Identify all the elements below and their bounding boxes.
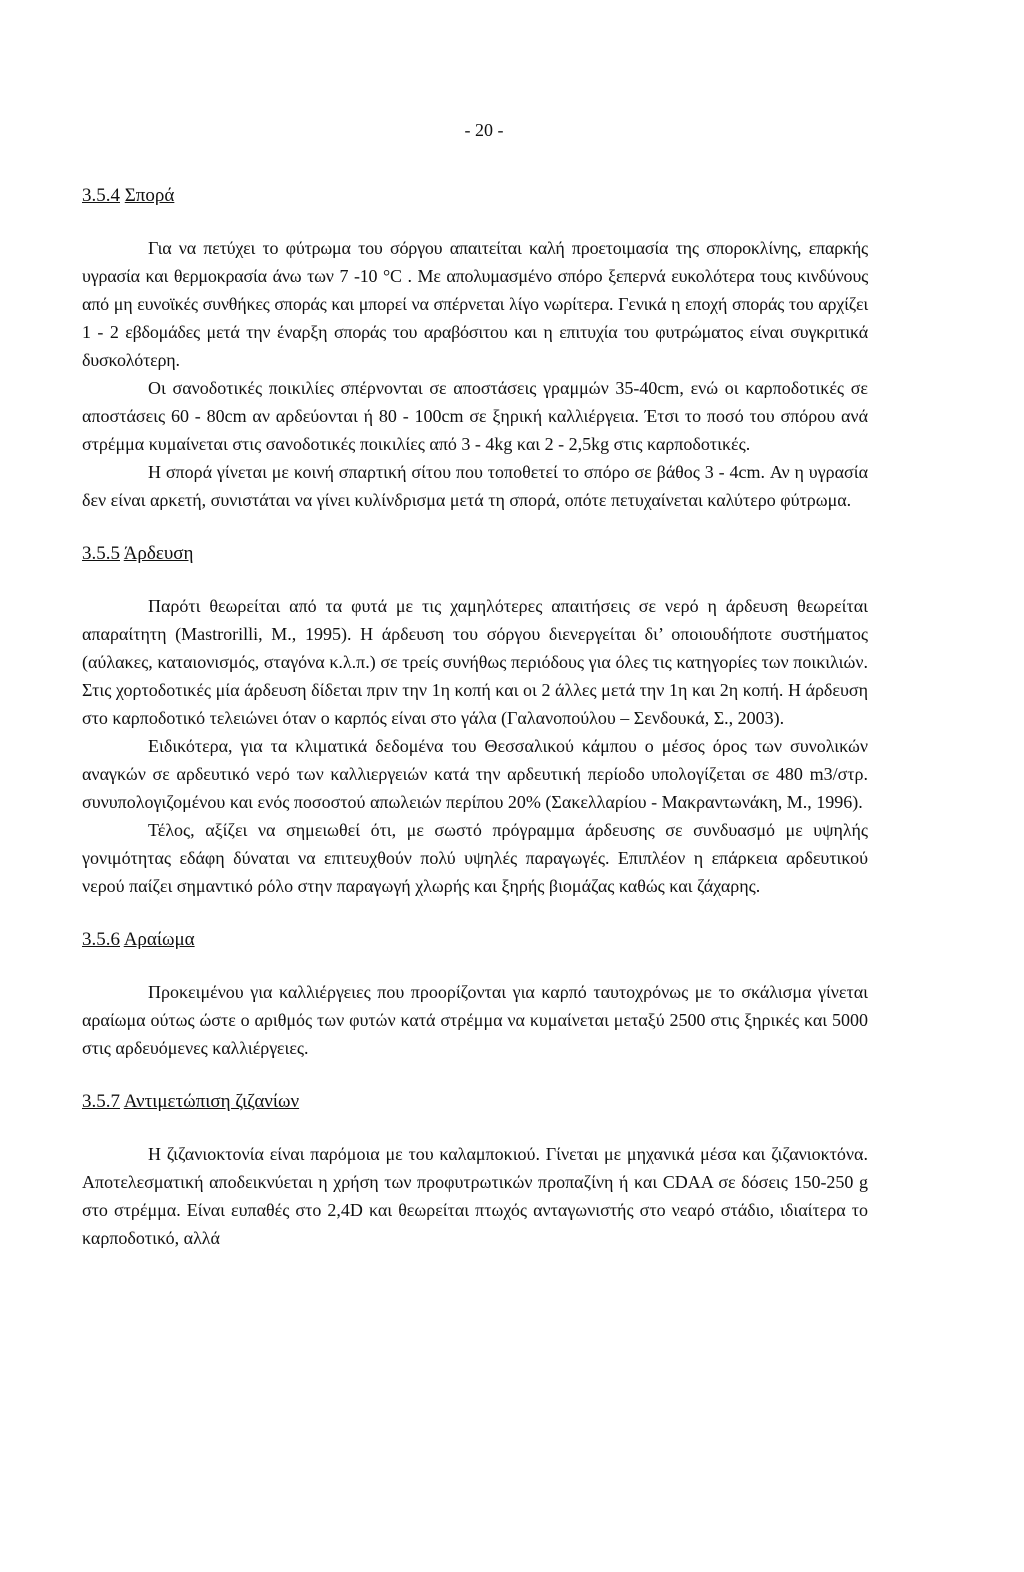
page-number: - 20 -	[464, 120, 504, 140]
section-heading-weed-control	[82, 1088, 868, 1116]
section-heading-sowing	[82, 182, 868, 210]
paragraph: Προκειμένου για καλλιέργειες που προορίζονται για καρπό ταυτοχρόνως με το σκάλισμα γίνεται αραίωμα ούτως ώστε ο αριθμός των φυτών κατά στρέμμα να κυμαίνεται μεταξύ 2500 στις ξηρικές και 5000 στις αρδευόμενες καλλιέργειες.	[82, 982, 868, 1058]
section-number: 3.5.5	[82, 543, 120, 564]
paragraph: Τέλος, αξίζει να σημειωθεί ότι, με σωστό πρόγραμμα άρδευσης σε συνδυασμό με υψηλής γονιμότητας εδάφη δύναται να επιτευχθούν πολύ υψηλές παραγωγές. Επιπλέον η επάρκεια αρδευτικού νερού παίζει σημαντικό ρόλο στην παραγωγή χλωρής και ξηρής βιομάζας καθώς και ζάχαρης.	[82, 820, 868, 896]
section-title: Αντιμετώπιση ζιζανίων	[123, 1091, 300, 1112]
section-number: 3.5.7	[82, 1091, 120, 1112]
section-title: Σπορά	[124, 185, 175, 206]
paragraph: Για να πετύχει το φύτρωμα του σόργου απαιτείται καλή προετοιμασία της σποροκλίνης, επαρκής υγρασία και θερμοκρασία άνω των 7 -10 °C . Με απολυμασμένο σπόρο ξεπερνά ευκολότερα τους κινδύνους από μη ευνοϊκές συνθήκες σποράς και μπορεί να σπέρνεται λίγο νωρίτερα. Γενικά η εποχή σποράς του αρχίζει 1 - 2 εβδομάδες μετά την έναρξη σποράς του αραβόσιτου και η επιτυχία του φυτρώματος είναι συγκριτικά δυσκολότερη.	[82, 238, 868, 370]
section-title: Άρδευση	[123, 543, 194, 564]
section-number: 3.5.4	[82, 185, 120, 206]
section-heading-irrigation	[82, 540, 868, 568]
section-number: 3.5.6	[82, 929, 120, 950]
section-title: Αραίωμα	[123, 929, 195, 950]
paragraph: Παρότι θεωρείται από τα φυτά με τις χαμηλότερες απαιτήσεις σε νερό η άρδευση θεωρείται απαραίτητη (Mastrorilli, M., 1995). Η άρδευση του σόργου διενεργείται δι’ οποιουδήποτε συστήματος (αύλακες, καταιονισμός, σταγόνα κ.λ.π.) σε τρείς συνήθως περιόδους για όλες τις κατηγορίες των ποικιλιών. Στις χορτοδοτικές μία άρδευση δίδεται πριν την 1η κοπή και οι 2 άλλες μετά την 1η και 2η κοπή. Η άρδευση στο καρποδοτικό τελειώνει όταν ο καρπός είναι στο γάλα (Γαλανοπούλου – Σενδουκά, Σ., 2003).	[82, 596, 868, 728]
paragraph: Ειδικότερα, για τα κλιματικά δεδομένα του Θεσσαλικού κάμπου ο μέσος όρος των συνολικών αναγκών σε αρδευτικό νερό των καλλιεργειών κατά την αρδευτική περίοδο υπολογίζεται σε 480 m3/στρ. συνυπολογιζομένου και ενός ποσοστού απωλειών περίπου 20% (Σακελλαρίου - Μακραντωνάκη, Μ., 1996).	[82, 736, 868, 812]
paragraph: Οι σανοδοτικές ποικιλίες σπέρνονται σε αποστάσεις γραμμών 35-40cm, ενώ οι καρποδοτικές σε αποστάσεις 60 - 80cm αν αρδεύονται ή 80 - 100cm σε ξηρική καλλιέργεια. Έτσι το ποσό του σπόρου ανά στρέμμα κυμαίνεται στις σανοδοτικές ποικιλίες από 3 - 4kg και 2 - 2,5kg στις καρποδοτικές.	[82, 378, 868, 454]
page-content	[82, 182, 868, 1252]
paragraph: Η σπορά γίνεται με κοινή σπαρτική σίτου που τοποθετεί το σπόρο σε βάθος 3 - 4cm. Αν η υγρασία δεν είναι αρκετή, συνιστάται να γίνει κυλίνδρισμα μετά τη σπορά, οπότε πετυχαίνεται καλύτερο φύτρωμα.	[82, 462, 868, 510]
paragraph: Η ζιζανιοκτονία είναι παρόμοια με του καλαμποκιού. Γίνεται με μηχανικά μέσα και ζιζανιοκτόνα. Αποτελεσματική αποδεικνύεται η χρήση των προφυτρωτικών προπαζίνη ή και CDAA σε δόσεις 150-250 g στο στρέμμα. Είναι ευπαθές στο 2,4D και θεωρείται πτωχός ανταγωνιστής στο νεαρό στάδιο, ιδιαίτερα το καρποδοτικό, αλλά	[82, 1144, 868, 1248]
section-heading-thinning	[82, 926, 868, 954]
